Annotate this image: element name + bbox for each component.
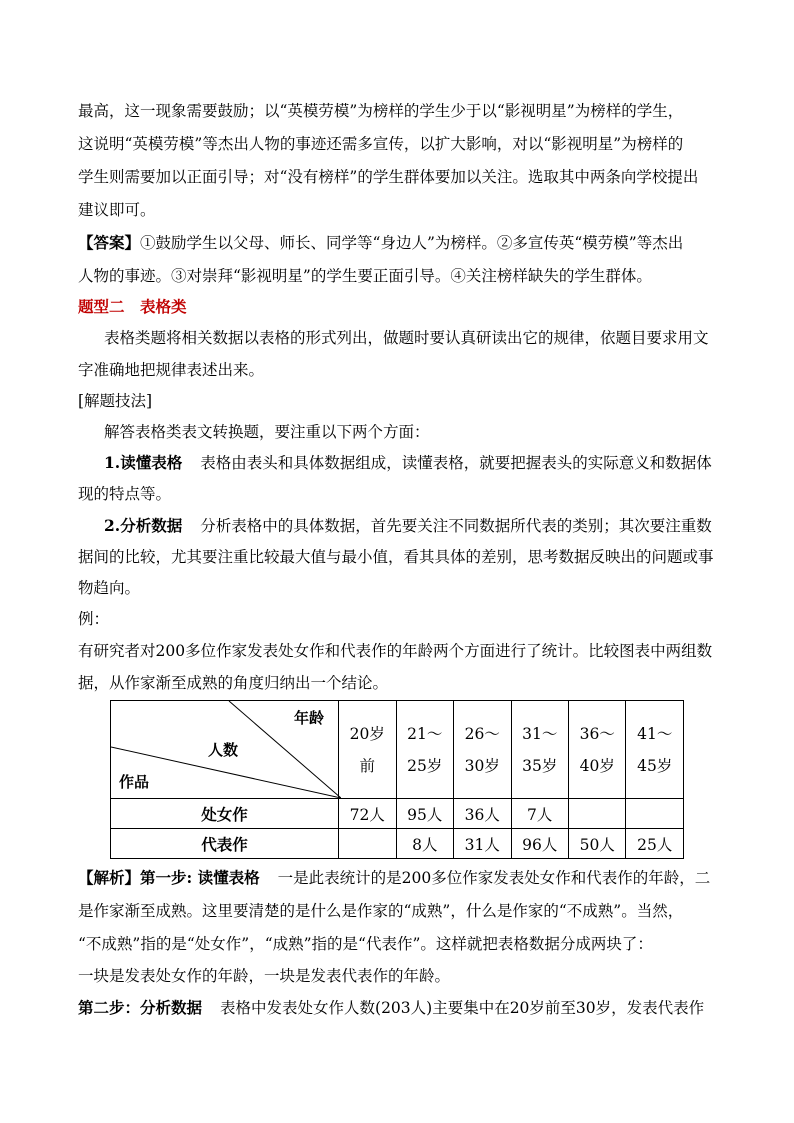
age-header-2: 21～ 25岁 bbox=[396, 701, 453, 799]
analysis-label: 【解析】第一步: 读懂表格 bbox=[78, 868, 260, 887]
tip1-title: .读懂表格 bbox=[114, 453, 183, 472]
analysis-text-1: 一是此表统计的是200多位作家发表处女作和代表作的年龄，二 bbox=[277, 869, 711, 887]
table-cell: 50人 bbox=[568, 829, 625, 859]
table-row bbox=[111, 829, 684, 859]
analysis-line-2: 是作家渐至成熟。这里要清楚的是什么是作家的“成熟”，什么是作家的“不成熟”。当然， bbox=[78, 902, 684, 920]
tip2-title: .分析数据 bbox=[114, 516, 183, 535]
answer-text-1: ①鼓励学生以父母、师长、同学等“身边人”为榜样。②多宣传英“模劳模”等杰出 bbox=[140, 234, 684, 252]
answer-line-1 bbox=[78, 233, 683, 253]
table-row bbox=[111, 799, 684, 829]
tip2-line-2: 据间的比较，尤其要注重比较最大值与最小值，看其具体的差别，思考数据反映出的问题或事 bbox=[78, 548, 714, 566]
header-work: 作品 bbox=[119, 773, 150, 791]
table-cell: 31人 bbox=[454, 829, 511, 859]
answer-label: 【答案】 bbox=[78, 233, 141, 252]
tips-intro: 解答表格类表文转换题，要注重以下两个方面： bbox=[104, 423, 430, 441]
age-header-5: 36～ 40岁 bbox=[568, 701, 625, 799]
tips-label: [解题技法] bbox=[78, 392, 153, 410]
table-diagonal-header bbox=[111, 701, 339, 799]
intro-line-1: 表格类题将相关数据以表格的形式列出，做题时要认真研读出它的规律，依题目要求用文 bbox=[104, 329, 709, 347]
table-cell: 8人 bbox=[396, 829, 453, 859]
age-statistics-table bbox=[110, 700, 684, 859]
header-age: 年龄 bbox=[294, 709, 325, 727]
tip1-num: 1 bbox=[104, 453, 115, 472]
analysis-step2-line bbox=[78, 998, 704, 1018]
age-header-6: 41～ 45岁 bbox=[626, 701, 684, 799]
age-header-3: 26～ 30岁 bbox=[454, 701, 511, 799]
tip2-line-1 bbox=[104, 516, 712, 536]
para1-line-1: 最高，这一现象需要鼓励；以“英模劳模”为榜样的学生少于以“影视明星”为榜样的学生， bbox=[78, 102, 684, 120]
question-line-1: 有研究者对200多位作家发表处女作和代表作的年龄两个方面进行了统计。比较图表中两组数 bbox=[78, 642, 713, 660]
table-cell: 96人 bbox=[511, 829, 568, 859]
table-cell bbox=[626, 799, 684, 829]
tip1-line-2: 现的特点等。 bbox=[78, 485, 172, 503]
age-header-4: 31～ 35岁 bbox=[511, 701, 568, 799]
age-header-1: 20岁 前 bbox=[339, 701, 396, 799]
table-cell bbox=[568, 799, 625, 829]
analysis-line-4: 一块是发表处女作的年龄，一块是发表代表作的年龄。 bbox=[78, 967, 451, 985]
tip2-num: 2 bbox=[104, 516, 115, 535]
para1-line-2: 这说明“英模劳模”等杰出人物的事迹还需多宣传，以扩大影响，对以“影视明星”为榜样的 bbox=[78, 135, 684, 153]
row-label-masterpiece: 代表作 bbox=[111, 829, 339, 859]
question-line-2: 据，从作家渐至成熟的角度归纳出一个结论。 bbox=[78, 674, 389, 692]
table-cell: 36人 bbox=[454, 799, 511, 829]
table-cell bbox=[339, 829, 396, 859]
section-title: 题型二 表格类 bbox=[78, 297, 187, 316]
para1-line-3: 学生则需要加以正面引导；对“没有榜样”的学生群体要加以关注。选取其中两条向学校提出 bbox=[78, 168, 699, 186]
tip1-line-1 bbox=[104, 453, 712, 473]
step2-text: 表格中发表处女作人数(203人)主要集中在20岁前至30岁，发表代表作 bbox=[220, 999, 705, 1017]
analysis-line-1 bbox=[78, 868, 710, 888]
table-cell: 95人 bbox=[396, 799, 453, 829]
table-cell: 72人 bbox=[339, 799, 396, 829]
para1-line-4: 建议即可。 bbox=[78, 201, 156, 219]
tip2-text-1: 分析表格中的具体数据，首先要关注不同数据所代表的类别；其次要注重数 bbox=[200, 517, 712, 535]
tip1-text-1: 表格由表头和具体数据组成，读懂表格，就要把握表头的实际意义和数据体 bbox=[200, 454, 712, 472]
step2-label: 第二步：分析数据 bbox=[78, 998, 203, 1017]
table-cell: 25人 bbox=[626, 829, 684, 859]
answer-line-2: 人物的事迹。③对崇拜“影视明星”的学生要正面引导。④关注榜样缺失的学生群体。 bbox=[78, 267, 652, 285]
intro-line-2: 字准确地把规律表述出来。 bbox=[78, 361, 265, 379]
header-count: 人数 bbox=[208, 741, 239, 759]
row-label-debut: 处女作 bbox=[111, 799, 339, 829]
table-cell: 7人 bbox=[511, 799, 568, 829]
analysis-line-3: “不成熟”指的是“处女作”，“成熟”指的是“代表作”。这样就把表格数据分成两块了： bbox=[78, 935, 653, 953]
example-label: 例： bbox=[78, 610, 110, 628]
tip2-line-3: 物趋向。 bbox=[78, 579, 141, 597]
